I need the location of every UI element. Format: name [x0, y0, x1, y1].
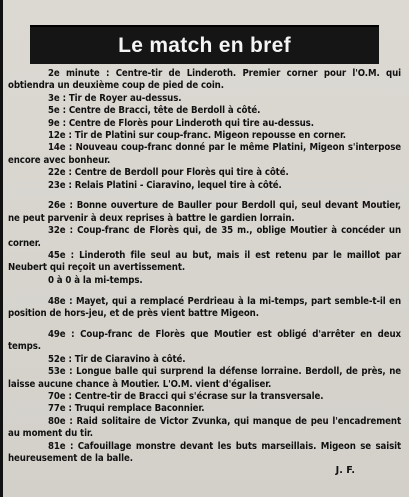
match-event-paragraph: 23e : Relais Platini - Ciaravino, lequel tire à côté. — [48, 179, 282, 191]
match-event-paragraph: 70e : Centre-tir de Bracci qui s'écrase sur la transversale. — [48, 390, 324, 402]
match-event-paragraph: 52e : Tir de Ciaravino à côté. — [48, 353, 186, 365]
article-body — [8, 68, 401, 465]
author-signature: J. F. — [335, 465, 355, 476]
match-event-paragraph: 49e : Coup-franc de Florès que Moutier est obligé d'arrêter en deux temps. — [8, 328, 401, 353]
match-event-paragraph: 12e : Tir de Platini sur coup-franc. Migeon repousse en corner. — [48, 130, 346, 142]
title-banner — [30, 25, 379, 64]
column-rule — [0, 0, 3, 497]
match-event-paragraph: 53e : Longue balle qui surprend la défense lorraine. Berdoll, de près, ne laisse aucune chance à Moutier. L'O.M. vient d'égaliser. — [8, 366, 401, 390]
match-event-paragraph: 3e : Tir de Royer au-dessus. — [48, 92, 182, 104]
match-event-paragraph: 0 à 0 à la mi-temps. — [48, 274, 143, 286]
match-event-paragraph: 45e : Linderoth file seul au but, mais il est retenu par le maillot par Neubert qui reçoit un avertissement. — [8, 250, 401, 274]
article-title: Le match en bref — [118, 33, 291, 57]
match-event-paragraph: 14e : Nouveau coup-franc donné par le même Platini, Migeon s'interpose encore avec bonheur. — [8, 142, 401, 166]
match-event-paragraph: 9e : Centre de Florès pour Linderoth qui tire au-dessus. — [48, 117, 314, 129]
match-event-paragraph: 2e minute : Centre-tir de Linderoth. Premier corner pour l'O.M. qui obtiendra un deuxième coup de pied de coin. — [8, 68, 401, 92]
match-event-paragraph: 48e : Mayet, qui a remplacé Perdrieau à la mi-temps, part semble-t-il en position de hors-jeu, et de près vient battre Migeon. — [8, 295, 401, 320]
match-event-paragraph: 22e : Centre de Berdoll pour Florès qui tire à côté. — [48, 167, 289, 179]
match-event-paragraph: 80e : Raid solitaire de Victor Zvunka, qui manque de peu l'encadrement au moment du tir. — [8, 415, 401, 440]
match-event-paragraph: 77e : Truqui remplace Baconnier. — [48, 403, 205, 415]
match-event-paragraph: 26e : Bonne ouverture de Bauller pour Berdoll qui, seul devant Moutier, ne peut parvenir à deux reprises à battre le gardien lorrain. — [8, 200, 401, 224]
match-event-paragraph: 32e : Coup-franc de Florès qui, de 35 m., oblige Moutier à concéder un corner. — [8, 225, 401, 249]
match-event-paragraph: 81e : Cafouillage monstre devant les buts marseillais. Migeon se saisit heureusement de la balle. — [8, 440, 401, 464]
match-event-paragraph: 5e : Centre de Bracci, tête de Berdoll à côté. — [48, 105, 261, 117]
